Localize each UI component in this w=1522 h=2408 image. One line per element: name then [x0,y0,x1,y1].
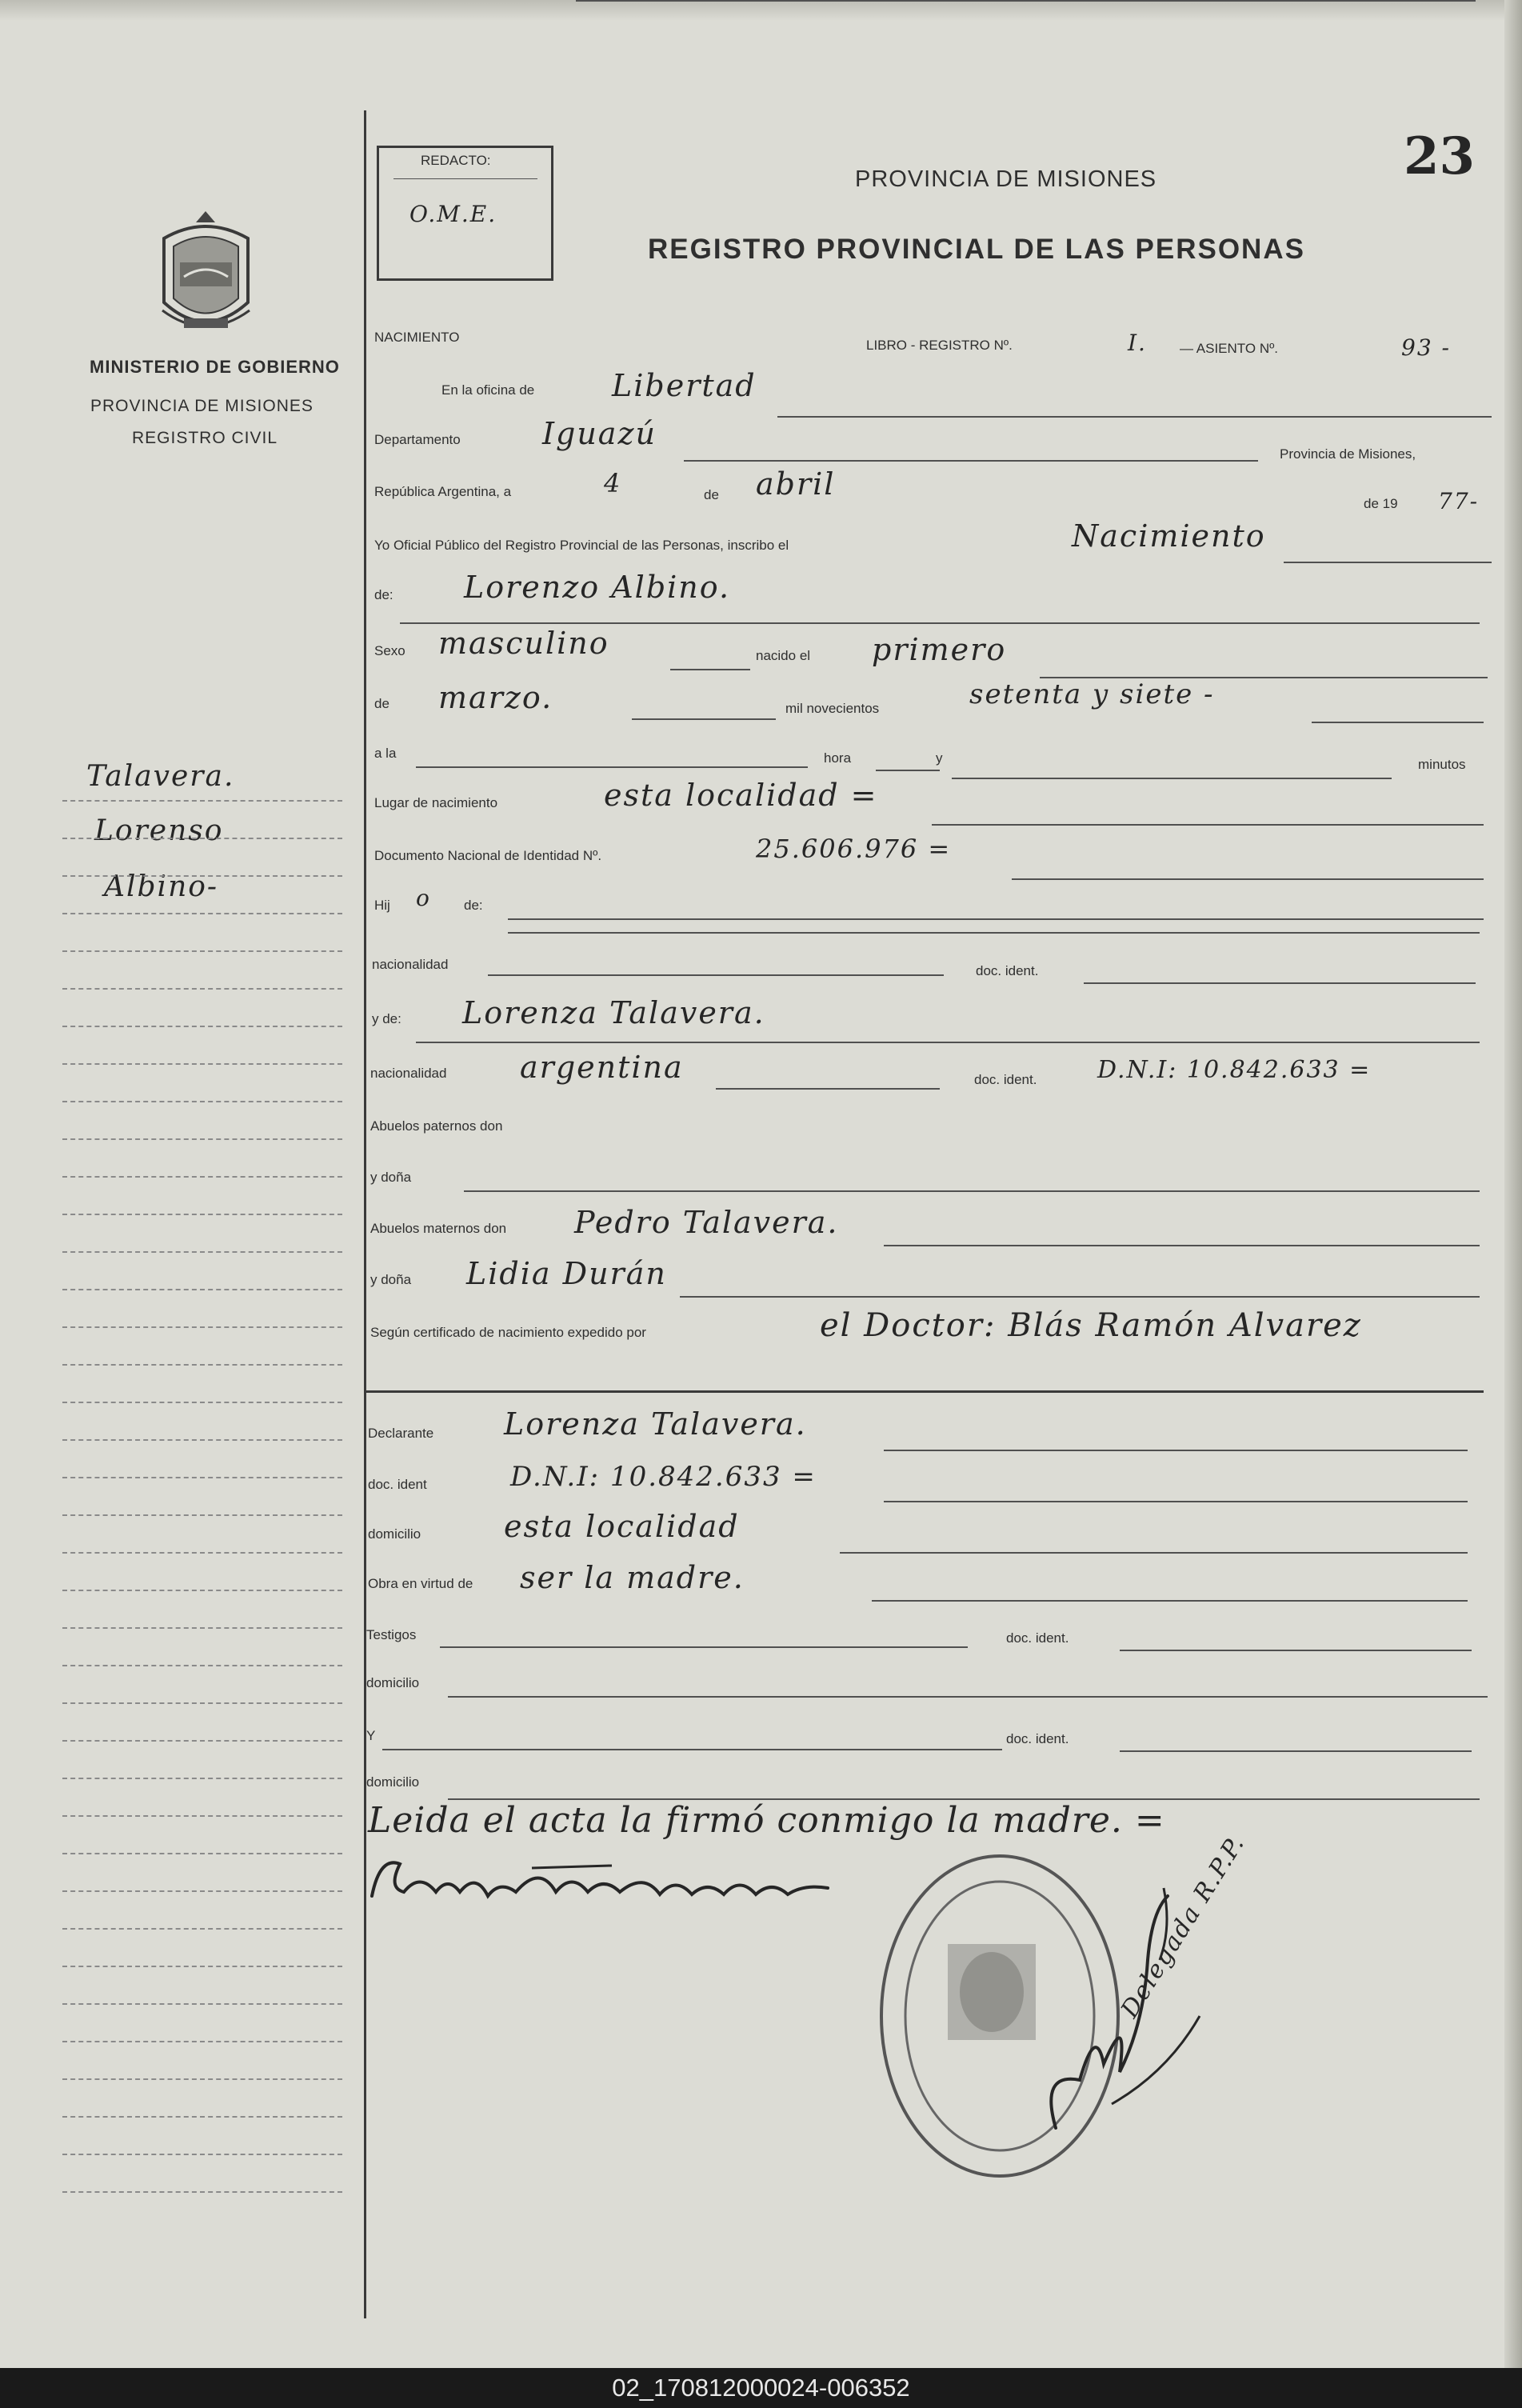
nacionalidad2-label: nacionalidad [370,1066,447,1081]
margin-dashed-line [62,1326,342,1328]
redacto-value: O.M.E. [409,201,497,227]
domicilio1-value: esta localidad [504,1509,740,1544]
persona-value: Lorenzo Albino. [464,570,731,605]
certificado-label: Según certificado de nacimiento expedido por [370,1325,646,1340]
margin-dashed-line [62,1101,342,1102]
de-label: de [704,487,719,502]
abuela-mat-value: Lidia Durán [466,1256,667,1291]
abuelos-pat-label: Abuelos paternos don [370,1118,503,1134]
asiento-label: — ASIENTO Nº. [1180,341,1279,356]
domicilio1-line [840,1552,1468,1554]
provincia-label: Provincia de Misiones, [1280,446,1416,462]
inscribo-value: Nacimiento [1072,518,1266,554]
margin-dashed-line [62,875,342,877]
y-label: y [936,750,943,766]
abuelos-pat-line [576,0,1476,2]
hijo-line-2 [508,932,1480,934]
margin-dashed-line [62,2041,342,2042]
obra-line [872,1600,1468,1602]
margin-dashed-line [62,2154,342,2155]
sexo-line [670,669,750,670]
declarante-value: Lorenza Talavera. [504,1406,807,1442]
abuelo-mat-line [884,1245,1480,1246]
minutos-line [952,778,1392,779]
margin-note-line-3: Albino- [104,870,219,903]
margin-dashed-line [62,1815,342,1817]
hijo-line [508,918,1484,920]
oficina-line [777,416,1492,418]
mes-value: abril [756,466,836,502]
docident3-label: doc. ident [368,1477,427,1492]
redacto-box [377,146,553,281]
sexo-label: Sexo [374,643,405,658]
departamento-value: Iguazú [542,416,657,451]
docident2-label: doc. ident. [974,1072,1037,1087]
page-edge [1504,0,1522,2368]
hora-line [876,770,940,771]
domicilio2-line [448,1696,1488,1698]
domicilio1-label: domicilio [368,1526,421,1542]
dni-value: 25.606.976 = [756,834,952,864]
docident1-label: doc. ident. [976,963,1039,978]
y-dona2-label: y doña [370,1272,412,1287]
header-province: PROVINCIA DE MISIONES [855,166,1157,192]
minutos-label: minutos [1418,757,1466,772]
libro-label: LIBRO - REGISTRO Nº. [866,338,1013,353]
dni-line [1012,878,1484,880]
margin-dashed-line [62,1890,342,1892]
declarante-line [884,1450,1468,1451]
page-shadow [0,0,1522,21]
domicilio3-label: domicilio [366,1774,420,1790]
nacionalidad2-value: argentina [520,1050,684,1085]
form-left-border [364,110,366,2318]
margin-note-line-2: Lorenso [94,814,224,847]
anio-nac-value: setenta y siete - [969,678,1215,710]
y-de-label: y de: [372,1011,401,1026]
abuela-mat-line [680,1296,1480,1298]
coat-of-arms-icon [148,206,264,342]
margin-dashed-line [62,1514,342,1516]
docident4-label: doc. ident. [1006,1630,1069,1646]
nacionalidad2-line [716,1088,940,1090]
margin-dashed-line [62,1702,342,1704]
redacto-label: REDACTO: [421,153,491,168]
testigos-label: Testigos [366,1627,417,1642]
certificado-value: el Doctor: Blás Ramón Alvarez [820,1307,1362,1344]
hijo-value: o [416,885,431,911]
redacto-line [393,178,537,179]
de-persona-label: de: [374,587,393,602]
persona-line [400,622,1480,624]
y2-line [382,1749,1002,1750]
departamento-label: Departamento [374,432,461,447]
margin-dashed-line [62,1289,342,1290]
inscribo-line [1284,562,1492,563]
nacido-value: primero [872,632,1007,667]
margin-dashed-line [62,1552,342,1554]
libro-value: I. [1128,330,1147,356]
margin-dashed-line [62,1778,342,1779]
lugar-label: Lugar de nacimiento [374,795,498,810]
y-dona1-label: y doña [370,1170,412,1185]
abuelos-mat-label: Abuelos maternos don [370,1221,507,1236]
docident1-line [1084,982,1476,984]
margin-dashed-line [62,838,342,839]
margin-dashed-line [62,2116,342,2118]
act-type-label: NACIMIENTO [374,330,460,345]
margin-dashed-line [62,1176,342,1178]
sexo-value: masculino [438,626,609,661]
republica-label: República Argentina, a [374,484,512,499]
dni-label: Documento Nacional de Identidad Nº. [374,848,602,863]
y-dona1-line [464,1190,1480,1192]
margin-dashed-line [62,1590,342,1591]
margin-dashed-line [62,1138,342,1140]
hijo-de-label: de: [464,898,483,913]
margin-dashed-line [62,2078,342,2080]
registry-label: REGISTRO CIVIL [132,429,278,447]
oficina-label: En la oficina de [441,382,535,398]
header-title: REGISTRO PROVINCIAL DE LAS PERSONAS [648,234,1305,265]
departamento-line [684,460,1258,462]
madre-value: Lorenza Talavera. [462,995,765,1030]
margin-dashed-line [62,1251,342,1253]
asiento-value: 93 - [1401,334,1451,361]
page-number: 23 [1404,126,1476,186]
obra-label: Obra en virtud de [368,1576,473,1591]
mes-nac-line [632,718,776,720]
docident2-value: D.N.I: 10.842.633 = [1097,1056,1372,1084]
margin-dashed-line [62,1477,342,1478]
nacionalidad1-label: nacionalidad [372,957,449,972]
abuelo-mat-value: Pedro Talavera. [574,1205,839,1240]
margin-dashed-line [62,1853,342,1854]
anio-nac-line [1312,722,1484,723]
left-province-label: PROVINCIA DE MISIONES [90,397,314,415]
nacido-label: nacido el [756,648,811,663]
declarant-signature [356,1848,876,1920]
margin-dashed-line [62,1026,342,1027]
domicilio2-label: domicilio [366,1675,420,1690]
oficial-label: Yo Oficial Público del Registro Provincial de las Personas, inscribo el [374,538,789,553]
margin-dashed-line [62,1665,342,1666]
nacionalidad1-line [488,974,944,976]
anio-label: de 19 [1364,496,1398,511]
dia-value: 4 [604,468,622,498]
margin-dashed-line [62,1966,342,1967]
margin-dashed-line [62,1063,342,1065]
margin-dashed-line [62,950,342,952]
oficina-value: Libertad [612,368,757,403]
margin-dashed-line [62,800,342,802]
margin-dashed-line [62,1402,342,1403]
margin-dashed-line [62,1928,342,1930]
margin-dashed-line [62,988,342,990]
a-la-label: a la [374,746,397,761]
margin-dashed-line [62,1214,342,1215]
delegada-text: Delegada R.P.P. [1116,1830,1251,2023]
margin-dashed-line [62,2191,342,2193]
docident5-label: doc. ident. [1006,1731,1069,1746]
docident4-line [1120,1650,1472,1651]
image-caption: 02_170812000024-006352 [612,2374,910,2402]
hora-label: hora [824,750,852,766]
a-la-line [416,766,808,768]
mil-label: mil novecientos [785,701,880,716]
margin-dashed-line [62,1364,342,1366]
margin-note-line-1: Talavera. [86,760,235,793]
docident3-line [884,1501,1468,1502]
docident5-line [1120,1750,1472,1752]
margin-dashed-line [62,1740,342,1742]
lugar-line [932,824,1484,826]
madre-line [416,1042,1480,1043]
margin-dashed-line [62,1627,342,1629]
obra-value: ser la madre. [520,1560,745,1595]
de2-label: de [374,696,389,711]
mes-nac-value: marzo. [438,680,553,715]
lugar-value: esta localidad = [604,778,878,813]
y2-label: Y [366,1728,376,1743]
margin-dashed-line [62,1439,342,1441]
section-divider [364,1390,1484,1393]
margin-dashed-line [62,913,342,914]
anio-value: 77- [1438,488,1480,514]
declarante-label: Declarante [368,1426,434,1441]
closing-text: Leida el acta la firmó conmigo la madre. = [368,1800,1165,1841]
testigos-line [440,1646,968,1648]
docident3-value: D.N.I: 10.842.633 = [510,1461,817,1493]
ministry-label: MINISTERIO DE GOBIERNO [90,357,340,377]
hijo-label: Hij [374,898,390,913]
margin-dashed-line [62,2003,342,2005]
